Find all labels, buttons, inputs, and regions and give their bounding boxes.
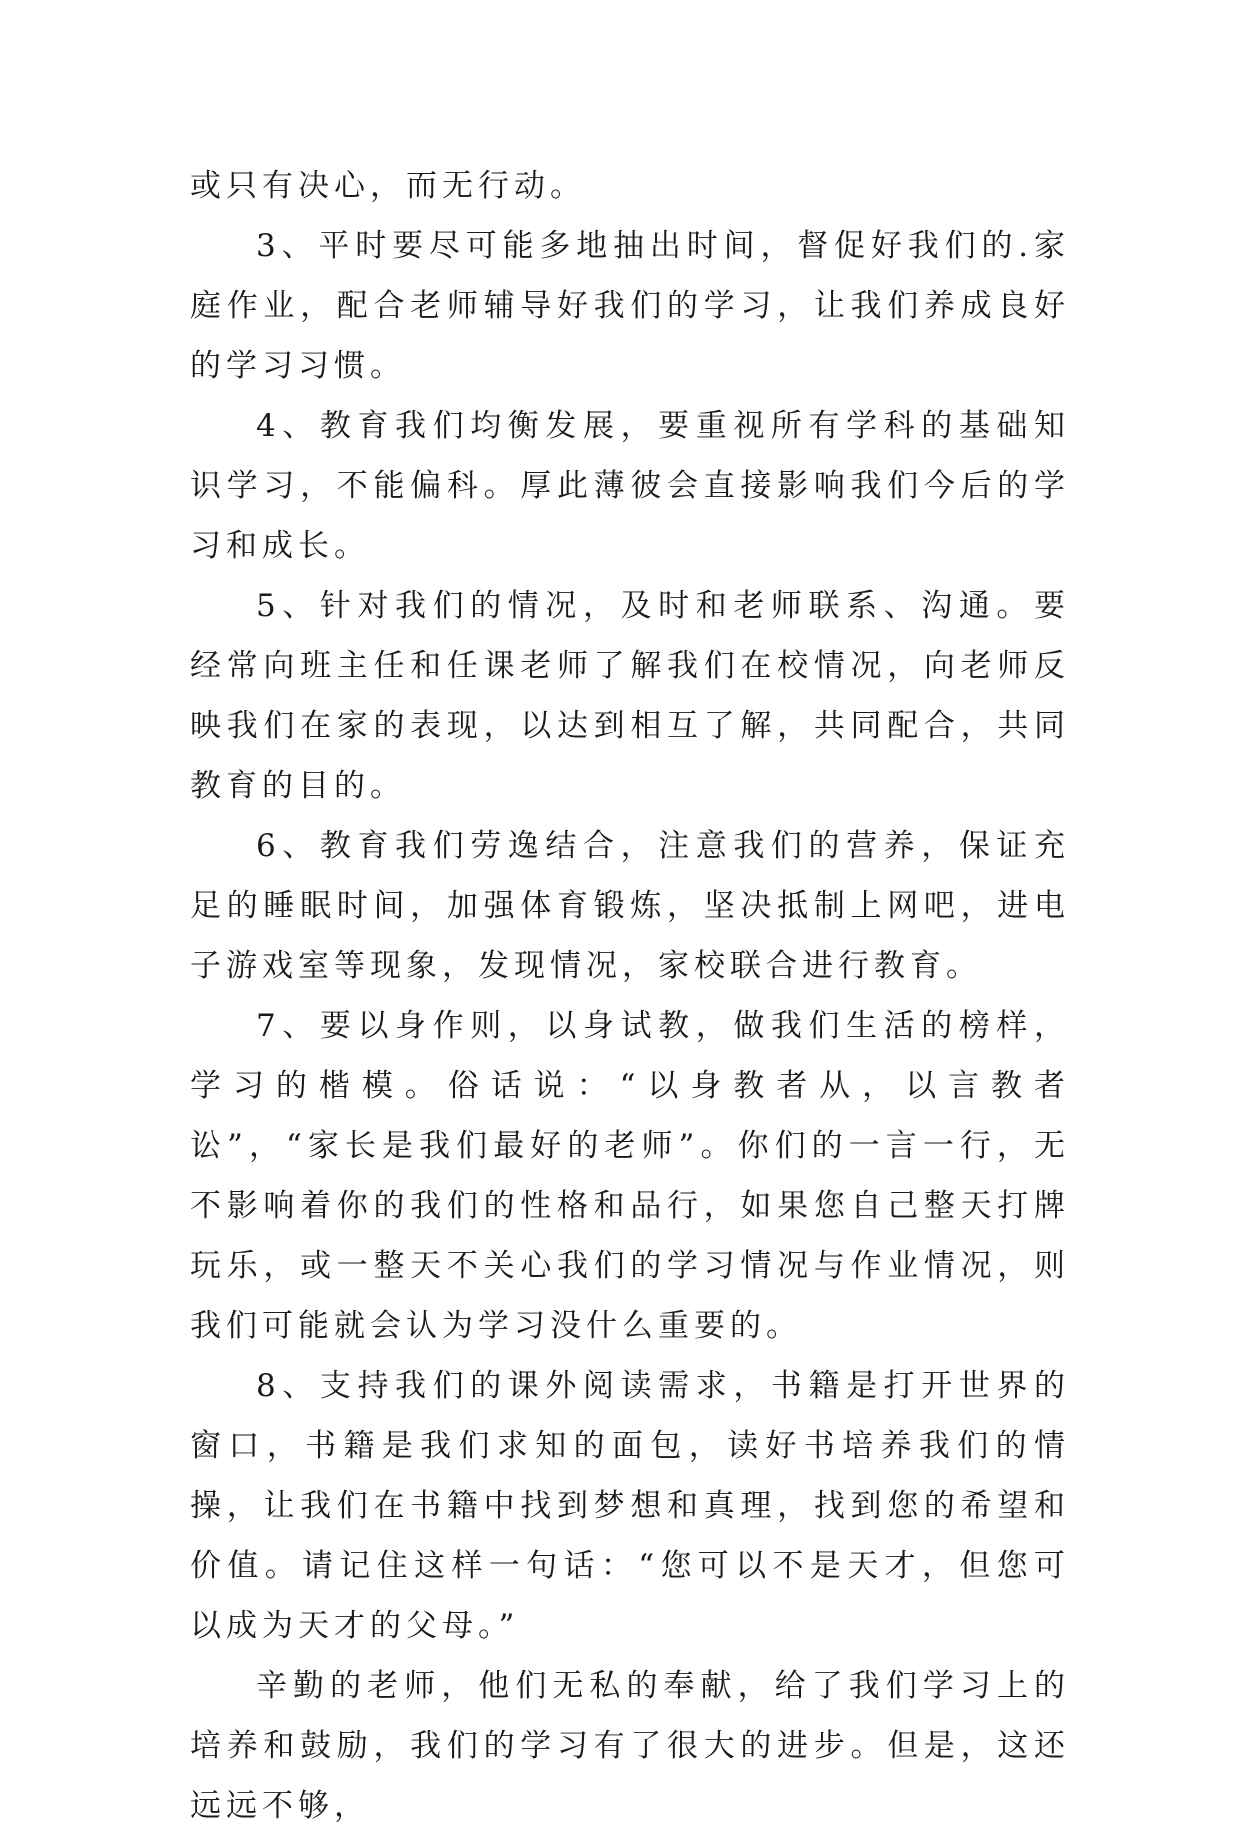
paragraph-item-8: 8、支持我们的课外阅读需求，书籍是打开世界的窗口，书籍是我们求知的面包，读好书培养我们的情操，让我们在书籍中找到梦想和真理，找到您的希望和价值。请记住这样一句话：“您可以不是天才，但您可以成为天才的父母。”	[190, 1368, 1070, 1644]
paragraph-item-5: 5、针对我们的情况，及时和老师联系、沟通。要经常向班主任和任课老师了解我们在校情况，向老师反映我们在家的表现，以达到相互了解，共同配合，共同教育的目的。	[190, 588, 1070, 804]
paragraph-item-7: 7、要以身作则，以身试教，做我们生活的榜样，学习的楷模。俗话说：“以身教者从，以言教者讼”，“家长是我们最好的老师”。你们的一言一行，无不影响着你的我们的性格和品行，如果您自己整天打牌玩乐，或一整天不关心我们的学习情况与作业情况，则我们可能就会认为学习没什么重要的。	[190, 1008, 1070, 1344]
paragraph-item-4: 4、教育我们均衡发展，要重视所有学科的基础知识学习，不能偏科。厚此薄彼会直接影响我们今后的学习和成长。	[190, 408, 1070, 564]
paragraph-item-3: 3、平时要尽可能多地抽出时间，督促好我们的.家庭作业，配合老师辅导好我们的学习，让我们养成良好的学习习惯。	[190, 228, 1070, 384]
paragraph-closing: 辛勤的老师，他们无私的奉献，给了我们学习上的培养和鼓励，我们的学习有了很大的进步。但是，这还远远不够，	[190, 1668, 1070, 1824]
paragraph-item-6: 6、教育我们劳逸结合，注意我们的营养，保证充足的睡眠时间，加强体育锻炼，坚决抵制上网吧，进电子游戏室等现象，发现情况，家校联合进行教育。	[190, 828, 1070, 984]
paragraph-continuation: 或只有决心，而无行动。	[190, 168, 586, 204]
document-body	[190, 156, 1070, 1836]
